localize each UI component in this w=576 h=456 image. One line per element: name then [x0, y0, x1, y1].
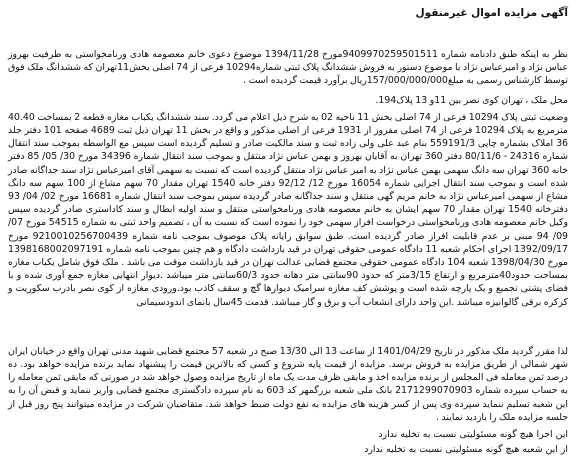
notice-intro-paragraph: نظر به اینکه طبق دادنامه شماره 9409970259501511مورخ 1394/11/28 موضوع دعوی خانم معصومه هادی ورنامخواستی به طرفیت بهروز عباس نژاد و امیرعباس نژاد با موضوع دستور به فروش ششدانگ پلاک ثبتی شماره10294 فرعی از 74 اصلی بخش11تهران که ششدانگ ملک فوق توسط کارشناس رسمی به مبلغ157/000/000/000ریال برآورد قیمت گردیده است .: [8, 49, 568, 87]
eviction-note-2: از این شعبه هیچ گونه مسئولیتی نسبت به تخلیه ندارد: [364, 444, 568, 456]
property-location-paragraph: محل ملک ، تهران کوی نصر بین 11و 13 پلاک194.: [375, 94, 568, 106]
eviction-note-1: این اجرا هیچ گونه مسئولیتی نسبت به تخلیه ندارد: [378, 429, 568, 441]
notice-title: آگهی مزایده اموال غیرمنقول: [415, 7, 568, 19]
section-gap: [8, 315, 568, 345]
property-description-paragraph: وضعیت ثبتی پلاک 10294 فرعی از 74 اصلی بخش 11 ناحیه 02 به شرح ذیل اعلام می گردد. سند ششدانگ یکباب مغازه قطعه 2 بمساحت 40.40 مترمربع به پلاک 10294 فرعی از 74 اصلی مفروز از 1931 فرعی از اصلی مذکور و واقع در بخش 11 تهران ذیل ثبت 4689 صفحه 101 دفتر جلد 36 املاک بشماره چاپی 559191/3 بنام عبد علی ولی زاده ثبت و سند مالکیت صادر و تسلیم گردیده است سپس مع الواسطه بموجب سند انتقال شماره 24316 - 80/11/6 دفتر 360 تهران به آقایان بهروز و بهمن عباس نژاد منتقل و بموجب سند انتقال شماره 34396 مورخ 30/ 05/ 85 دفتر خانه 360 تهران سه دانگ سهمی بهمن عباس نژاد به امیر عباس نژاد منتقل گردیده است که نسبت به سهمی آقای امیرعباس نژاد سند جداگانه صادر شده است و بموجب سند انتقال اجرایی شماره 16054 مورخ 12/ 92/12 دفتر خانه 1540 تهران مقدار 70 سهم مشاع از 100 سهم سه دانگ مشاع از سهمی امیرعباس نژاد به خانم مریم گهی منتقل و سند جداگانه صادر گردیده سپس بموجب سند انتقال شماره 16681 مورخ 02/ 04/ 93 دفترخانه 1540 تهران مقدار 70 سهم ایشان به خانم معصومه هادی ورنامخواستی منتقل و سند اولیه ابطال و سند کاداستری صادر گردیده سپس وکیل خانم معصومه هادی ورنامخواستی درخواست افراز سهمی خود را نموده است که نسبت به آن ، تصمیم واحد ثبتی به شماره 54515 مورخ 07/ 09/ 94 مبنی بر عدم قابلیت افراز صادر گردیده است. طبق سوابق رایانه پلاک موصوف بموجب نامه شماره 9210010256700439 مورخ 1392/09/17 اجرای احکام شعبه 11 دادگاه عمومی حقوقی تهران در قید بازداشت دادگاه و هم چنین بموجب نامه شماره 1398168002097191 مورخ 1398/04/30 شعبه 104 دادگاه عمومی حقوقی مجتمع قضایی عدالت تهران در قید بازداشت موقت می باشد . ملک فوق شامل یکباب مغازه بمساحت حدود40مترمربع و ارتفاع 3/15متر که حدود 90سانتی متر دهانه حدود 60/3سانتی متر میباشد .دیوار انتهایی مغازه جمع آوری شده و با فضای پشتی تجمیع و یک پارچه شده است و پوشش کف مغازه سرامیک دیوارها گچ و سقف کاذب بود.ورودی مغازه از کوی نصر بادرب سکوریت و کرکره برقی گالوانیزه میباشد .این واحد دارای انشعاب آب و برق و گاز میباشد. قدمت 45سال بانمای اندودسیمانی: [8, 111, 569, 308]
auction-terms-paragraph: لذا مقرر گردید ملک مذکور در تاریخ 1401/04/29 از ساعت 13 الی 13/30 صبح در شعبه 57 مجتمع قضایی شهید مدنی تهران واقع در خیابان ایران شهر شمالی از طریق مزایده به فروش برسد. مزایده از قیمت پایه شروع و کسی که بالاترین قیمت را پیشنهاد نماید برنده مزایده خواهد بود. ده درصد ثمن معامله فی المجلس از برنده مزایده اخذ و مابقی ظرف مدت یک ماه از تاریخ مزایده وصول خواهد شد در صورتی که مابقی ثمن معامله را به حساب سپرده شماره 2171299070903 بانک ملی شعبه بزرگمهر کد 603 به نام سپرده دادگستری مجتمع قضایی واریز ننماید و قبض آن را به این شعبه تسلیم ننماید سپرده وی پس از کسر هزینه های مزایده به نفع دولت ضبط خواهد شد. متقاضیان شرکت در مزایده میتوانند پنج روز قبل از جلسه مزایده ملک را بازدید نمایند .: [8, 345, 568, 423]
